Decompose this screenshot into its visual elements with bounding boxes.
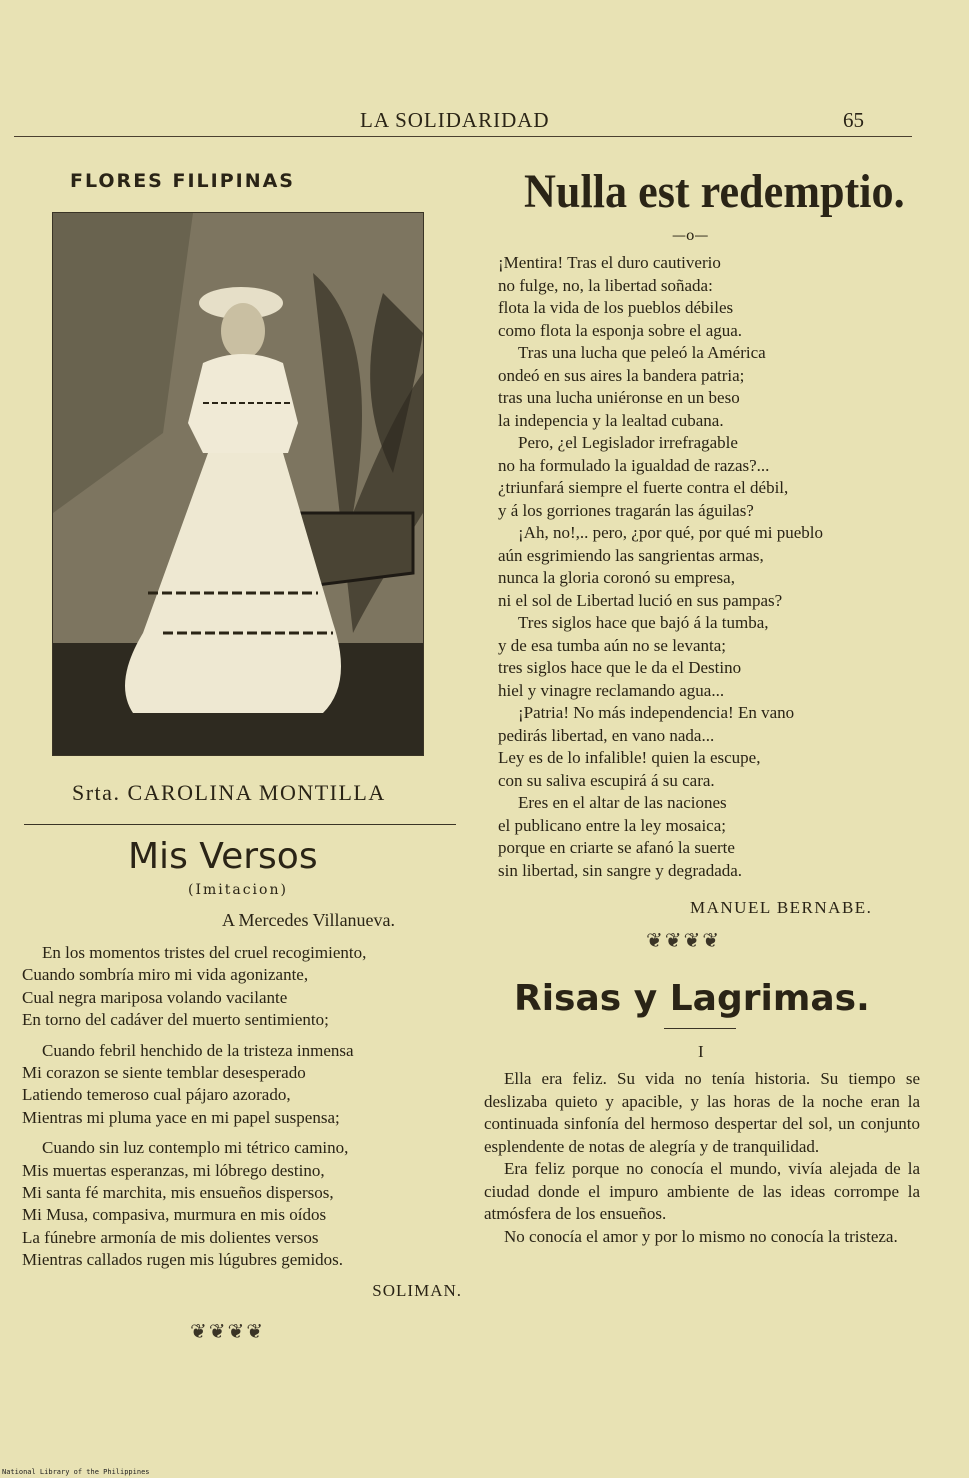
verse-line: con su saliva escupirá á su cara. [498, 770, 715, 790]
stanza [22, 1137, 462, 1271]
story-body [484, 1068, 920, 1248]
poem-title: Nulla est redemptio. [524, 165, 905, 218]
header-rule [14, 136, 912, 137]
verse-line: el publicano entre la ley mosaica; [498, 815, 726, 835]
chapter-numeral: I [698, 1042, 704, 1061]
paragraph: Ella era feliz. Su vida no tenía historia. Su tiempo se deslizaba quieto y apacible, y las horas de la noche eran la continuada sinfonía del hermoso despertar del sol, un conjunto esplendente de notas de alegría y de tranquilidad. [484, 1069, 920, 1156]
paragraph: Era feliz porque no conocía el mundo, vivía alejada de la ciudad donde el impuro ambiente de las ideas corrompe la atmósfera de los ensueños. [484, 1159, 920, 1223]
portrait-illustration [53, 213, 423, 755]
stanza [22, 1040, 462, 1130]
verse-line: ¡Patria! No más independencia! En vano [518, 703, 795, 722]
verse-line: Eres en el altar de las naciones [518, 793, 727, 812]
poem-body [498, 252, 928, 882]
verse-line: y á los gorriones tragarán las águilas? [498, 500, 754, 520]
verse-line: ni el sol de Libertad lució en sus pampas? [498, 590, 783, 610]
paragraph: No conocía el amor y por lo mismo no conocía la tristeza. [504, 1226, 898, 1246]
verse-line: Ley es de lo infalible! quien la escupe, [498, 748, 761, 767]
verse-line: no ha formulado la igualdad de razas?... [498, 455, 770, 475]
verse-line: sin libertad, sin sangre y degradada. [498, 860, 743, 880]
verse-line: hiel y vinagre reclamando agua... [498, 680, 725, 700]
poem-signature: MANUEL BERNABE. [690, 898, 873, 917]
verse-line: aún esgrimiendo las sangrientas armas, [498, 545, 764, 565]
verse-line: Tras una lucha que peleó la América [518, 343, 766, 362]
poem-signature: SOLIMAN. [372, 1280, 462, 1300]
section-label: FLORES FILIPINAS [70, 170, 295, 192]
title-underline [664, 1028, 736, 1029]
verse-line: Cuando sombría miro mi vida agonizante, [22, 965, 309, 985]
verse-line: En torno del cadáver del muerto sentimiento; [22, 1010, 329, 1030]
verse-line: Mi corazon se siente temblar desesperado [22, 1063, 306, 1083]
ornament: ❦❦❦❦ [190, 1319, 266, 1344]
verse-line: Latiendo temeroso cual pájaro azorado, [22, 1085, 291, 1105]
verse-line: nunca la gloria coronó su empresa, [498, 568, 735, 587]
verse-line: Tres siglos hace que bajó á la tumba, [518, 613, 769, 632]
verse-line: no fulge, no, la libertad soñada: [498, 275, 713, 295]
verse-line: como flota la esponja sobre el agua. [498, 320, 743, 340]
verse-line: La fúnebre armonía de mis dolientes versos [22, 1227, 319, 1247]
verse-line: ¡Ah, no!,.. pero, ¿por qué, por qué mi pueblo [518, 523, 823, 542]
verse-line: Cuando febril henchido de la tristeza inmensa [42, 1040, 354, 1060]
verse-line: ondeó en sus aires la bandera patria; [498, 365, 745, 385]
running-title: LA SOLIDARIDAD [360, 108, 550, 132]
poem-title: Mis Versos [128, 836, 318, 877]
verse-line: ¿triunfará siempre el fuerte contra el débil, [498, 478, 789, 497]
running-head [0, 108, 969, 136]
left-column [18, 160, 463, 1344]
verse-line: Mi Musa, compasiva, murmura en mis oídos [22, 1205, 327, 1225]
verse-line: Mientras callados rugen mis lúgubres gemidos. [22, 1250, 344, 1270]
ornament: ❦❦❦❦ [646, 928, 722, 952]
verse-line: tres siglos hace que le da el Destino [498, 658, 742, 677]
verse-line: la indepencia y la lealtad cubana. [498, 410, 724, 430]
poem-subtitle: (Imitacion) [188, 882, 288, 898]
verse-line: y de esa tumba aún no se levanta; [498, 635, 727, 655]
story-title: Risas y Lagrimas. [514, 978, 870, 1019]
poem-dedication: A Mercedes Villanueva. [222, 910, 396, 930]
verse-line: flota la vida de los pueblos débiles [498, 298, 734, 317]
verse-line: Pero, ¿el Legislador irrefragable [518, 433, 738, 452]
poem-body [22, 942, 462, 1343]
verse-line: Cuando sin luz contemplo mi tétrico camino, [42, 1138, 349, 1158]
stanza [22, 942, 462, 1032]
verse-line: Mientras mi pluma yace en mi papel suspensa; [22, 1107, 340, 1127]
section-divider [24, 824, 456, 825]
verse-line: Mi santa fé marchita, mis ensueños dispersos, [22, 1183, 334, 1203]
verse-line: Cual negra mariposa volando vacilante [22, 987, 288, 1007]
verse-line: porque en criarte se afanó la suerte [498, 838, 735, 857]
title-separator: —o— [672, 228, 709, 244]
verse-line: ¡Mentira! Tras el duro cautiverio [498, 253, 721, 272]
verse-line: Mis muertas esperanzas, mi lóbrego destino, [22, 1160, 325, 1180]
footer-credit: National Library of the Philippines [2, 1468, 150, 1476]
verse-line: tras una lucha uniéronse en un beso [498, 388, 740, 407]
verse-line: pedirás libertad, en vano nada... [498, 725, 715, 745]
verse-line: En los momentos tristes del cruel recogimiento, [42, 943, 367, 962]
photo-caption: Srta. CAROLINA MONTILLA [72, 780, 386, 805]
portrait-photo [52, 212, 424, 756]
page-number: 65 [843, 108, 864, 132]
